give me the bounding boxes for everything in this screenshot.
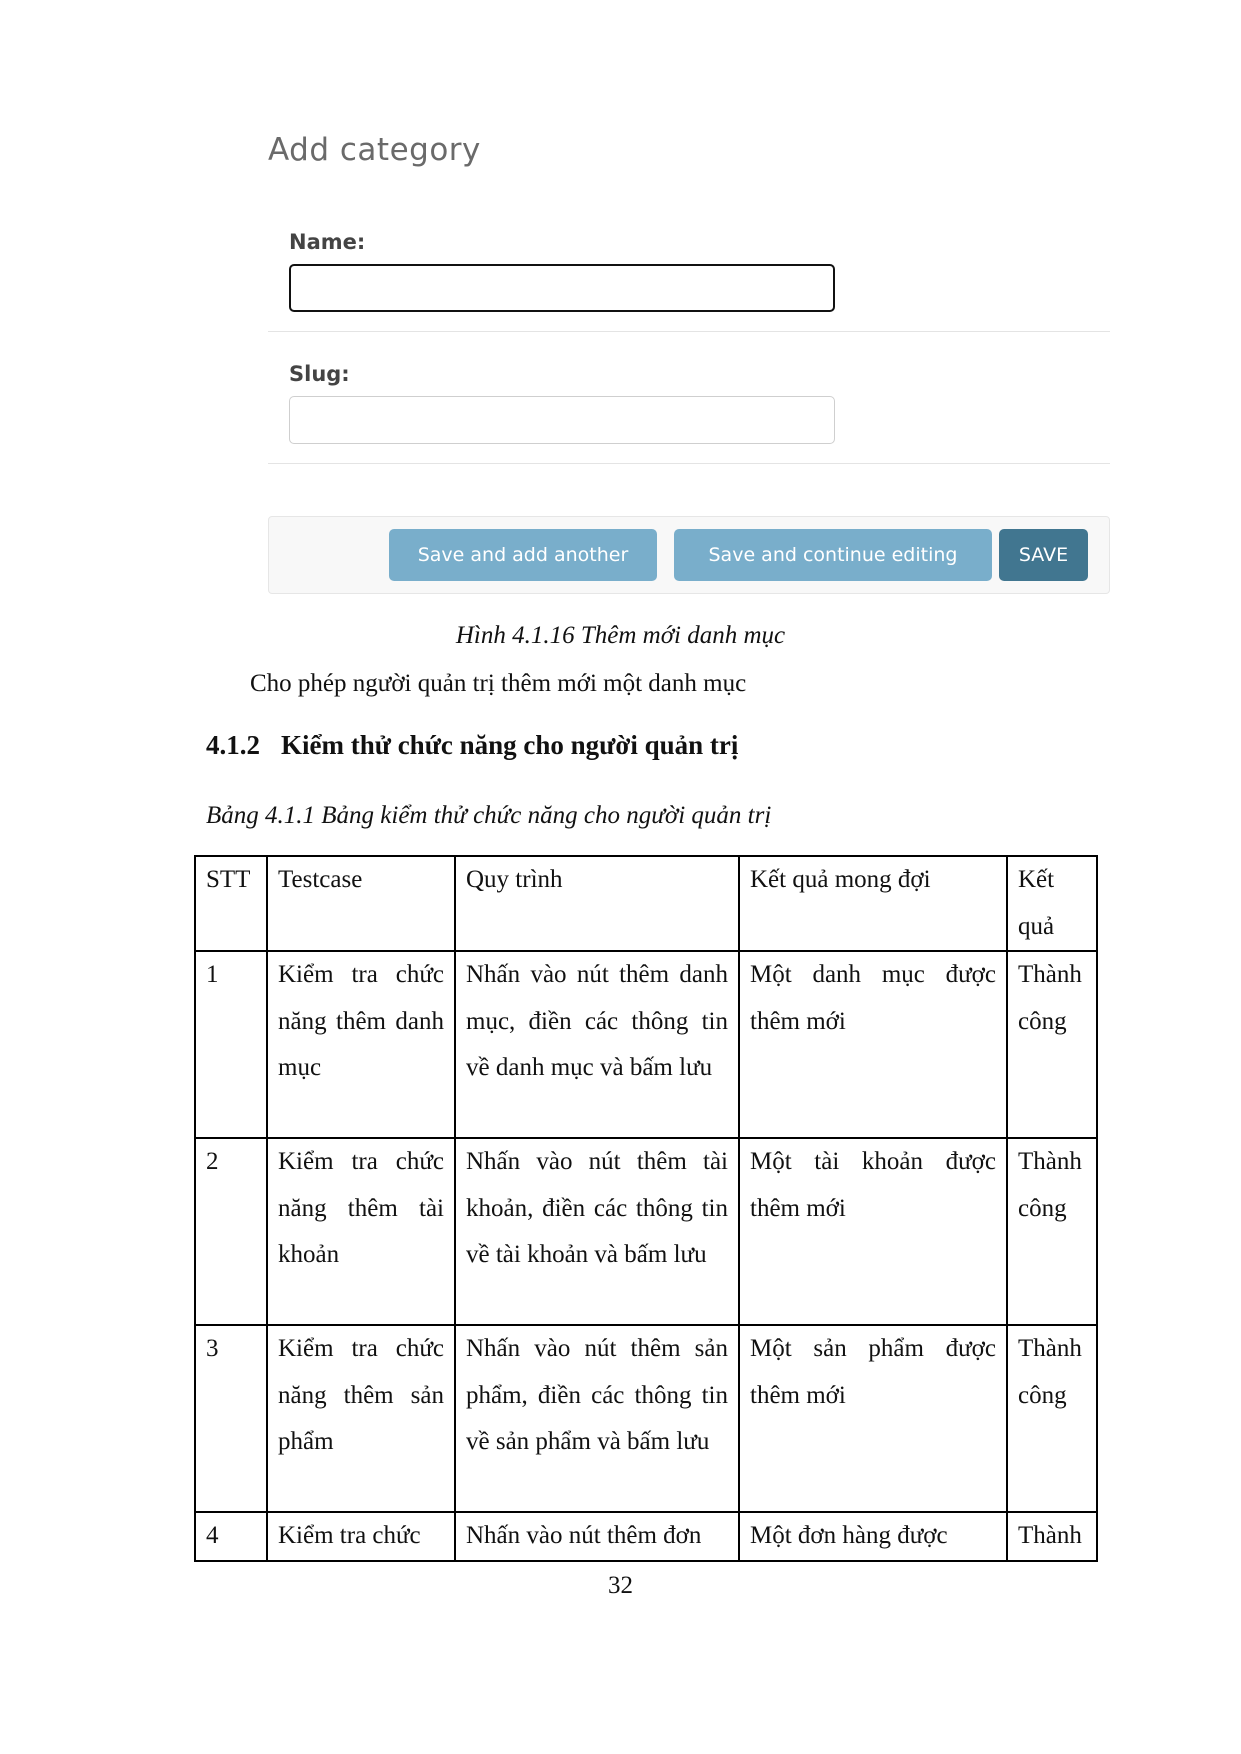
header-cell: Kết quả mong đợi [739, 856, 1007, 951]
table-cell: Một sản phẩm được thêm mới [739, 1325, 1007, 1512]
table-cell: 4 [195, 1512, 267, 1561]
section-number: 4.1.2 [206, 730, 260, 760]
table-row [195, 951, 1097, 1138]
table-cell: Nhấn vào nút thêm tài khoản, điền các thông tin về tài khoản và bấm lưu [455, 1138, 739, 1325]
table-cell: Kiểm tra chức [267, 1512, 455, 1561]
table-cell: 2 [195, 1138, 267, 1325]
table-cell: Thành công [1007, 1325, 1097, 1512]
page-number: 32 [608, 1572, 633, 1599]
table-cell: Nhấn vào nút thêm danh mục, điền các thông tin về danh mục và bấm lưu [455, 951, 739, 1138]
slug-input[interactable] [289, 396, 835, 444]
table-cell: Thành [1007, 1512, 1097, 1561]
name-input[interactable] [289, 264, 835, 312]
table-row [195, 1512, 1097, 1561]
table-cell: Kiểm tra chức năng thêm sản phẩm [267, 1325, 455, 1512]
add-category-screenshot [268, 132, 1110, 602]
table-row [195, 1325, 1097, 1512]
table-cell: Kiểm tra chức năng thêm danh mục [267, 951, 455, 1138]
table-header-row [195, 856, 1097, 951]
table-cell: 3 [195, 1325, 267, 1512]
table-caption: Bảng 4.1.1 Bảng kiểm thử chức năng cho người quản trị [206, 802, 772, 829]
table-cell: Nhấn vào nút thêm đơn [455, 1512, 739, 1561]
header-cell: STT [195, 856, 267, 951]
paragraph: Cho phép người quản trị thêm mới một danh mục [250, 670, 747, 697]
submit-row [268, 516, 1110, 594]
table-cell: Thành công [1007, 1138, 1097, 1325]
form-title: Add category [268, 132, 481, 168]
table-cell: Một tài khoản được thêm mới [739, 1138, 1007, 1325]
section-title: Kiểm thử chức năng cho người quản trị [281, 730, 739, 760]
table-cell: Kiểm tra chức năng thêm tài khoản [267, 1138, 455, 1325]
figure-caption: Hình 4.1.16 Thêm mới danh mục [455, 622, 786, 649]
table-row [195, 1138, 1097, 1325]
section-heading [206, 730, 738, 761]
form-row-divider [268, 331, 1110, 332]
table-cell: Một danh mục được thêm mới [739, 951, 1007, 1138]
form-row-divider [268, 463, 1110, 464]
save-button[interactable]: SAVE [999, 529, 1088, 581]
name-label: Name: [289, 230, 366, 254]
table-cell: 1 [195, 951, 267, 1138]
table-cell: Một đơn hàng được [739, 1512, 1007, 1561]
header-cell: Kết quả [1007, 856, 1097, 951]
save-and-add-another-button[interactable]: Save and add another [389, 529, 657, 581]
table-cell: Nhấn vào nút thêm sản phẩm, điền các thông tin về sản phẩm và bấm lưu [455, 1325, 739, 1512]
header-cell: Testcase [267, 856, 455, 951]
test-table [194, 855, 1098, 1562]
table-cell: Thành công [1007, 951, 1097, 1138]
save-and-continue-editing-button[interactable]: Save and continue editing [674, 529, 992, 581]
header-cell: Quy trình [455, 856, 739, 951]
slug-label: Slug: [289, 362, 350, 386]
